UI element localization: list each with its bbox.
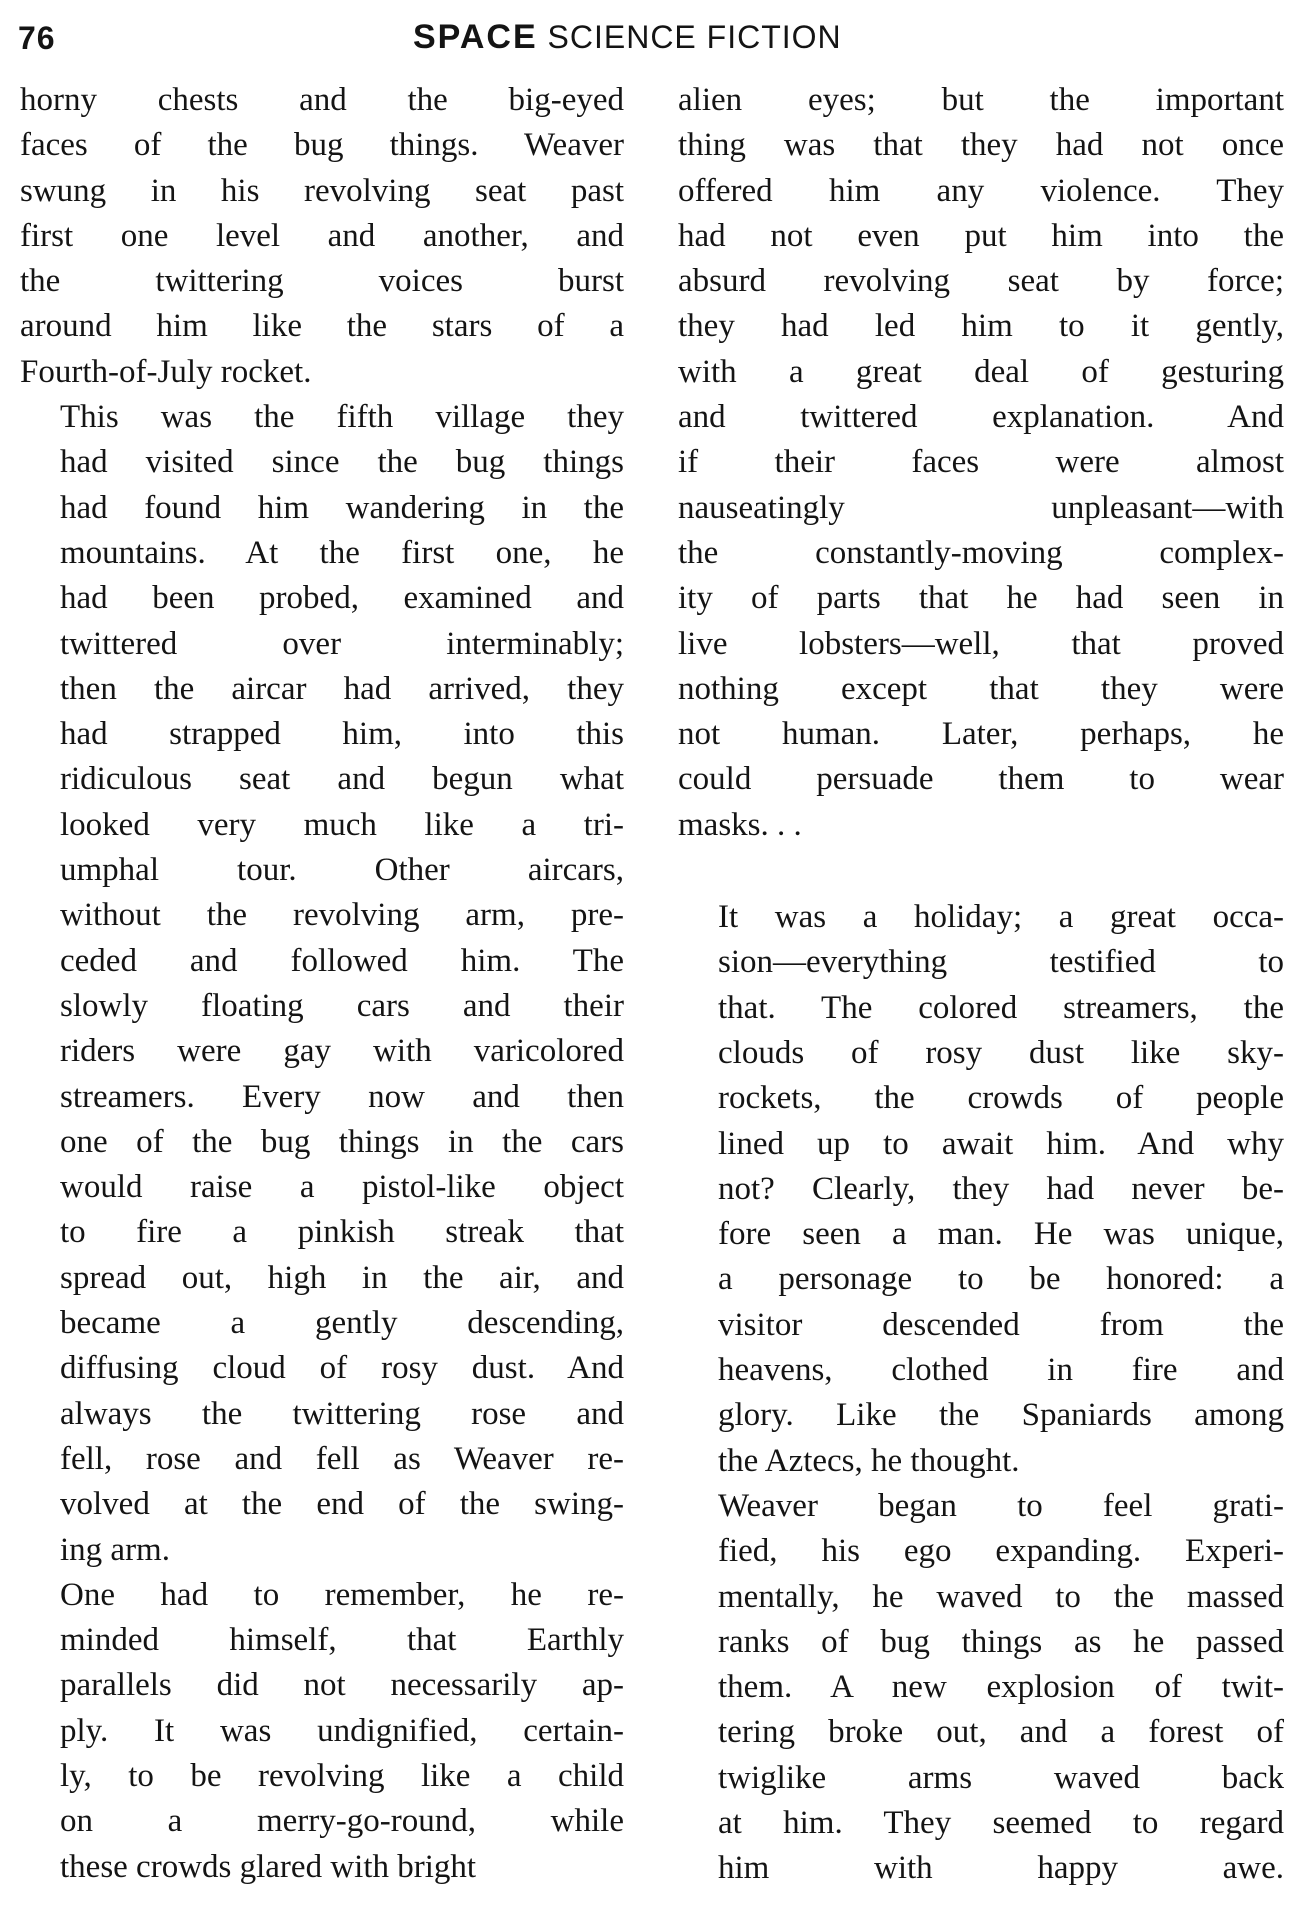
text-line: him with happy awe. bbox=[718, 1850, 1284, 1887]
text-line: One had to remember, he re- bbox=[60, 1576, 624, 1613]
text-line: alien eyes; but the important bbox=[678, 82, 1284, 118]
left-paragraph-2 bbox=[20, 395, 624, 1573]
running-title-strong: SPACE bbox=[413, 18, 538, 56]
text-line: always the twittering rose and bbox=[60, 1395, 624, 1432]
text-line: diffusing cloud of rosy dust. And bbox=[60, 1350, 624, 1387]
text-line: minded himself, that Earthly bbox=[60, 1622, 624, 1659]
text-line: with a great deal of gesturing bbox=[678, 353, 1284, 390]
text-line: mentally, he waved to the massed bbox=[718, 1578, 1284, 1615]
text-line: on a merry-go-round, while bbox=[60, 1803, 624, 1840]
text-line: not human. Later, perhaps, he bbox=[678, 716, 1284, 753]
left-paragraph-1 bbox=[20, 78, 624, 395]
text-line: nothing except that they were bbox=[678, 670, 1284, 707]
text-line: parallels did not necessarily ap- bbox=[60, 1667, 624, 1704]
text-line: fore seen a man. He was unique, bbox=[718, 1216, 1284, 1253]
text-line: ranks of bug things as he passed bbox=[718, 1623, 1284, 1660]
text-line: had found him wandering in the bbox=[60, 489, 624, 526]
text-line: rockets, the crowds of people bbox=[718, 1080, 1284, 1117]
text-line: horny chests and the big-eyed bbox=[20, 82, 624, 118]
text-line: to fire a pinkish streak that bbox=[60, 1214, 624, 1251]
text-line: volved at the end of the swing- bbox=[60, 1486, 624, 1523]
running-title-rest: SCIENCE FICTION bbox=[547, 19, 842, 55]
text-line: if their faces were almost bbox=[678, 444, 1284, 481]
text-line: This was the fifth village they bbox=[60, 399, 624, 436]
text-line: at him. They seemed to regard bbox=[718, 1804, 1284, 1841]
text-line: It was a holiday; a great occa- bbox=[718, 899, 1284, 936]
text-line: these crowds glared with bright bbox=[60, 1848, 477, 1885]
text-line: slowly floating cars and their bbox=[60, 987, 624, 1024]
text-line: the twittering voices burst bbox=[20, 263, 624, 300]
text-line: twiglike arms waved back bbox=[718, 1759, 1284, 1796]
text-line: had been probed, examined and bbox=[60, 580, 624, 617]
running-title bbox=[413, 18, 842, 57]
text-line: swung in his revolving seat past bbox=[20, 172, 624, 209]
text-line: that. The colored streamers, the bbox=[718, 989, 1284, 1026]
left-paragraph-3 bbox=[20, 1573, 624, 1890]
text-line: thing was that they had not once bbox=[678, 127, 1284, 164]
text-line: then the aircar had arrived, they bbox=[60, 670, 624, 707]
text-line: sion—everything testified to bbox=[718, 944, 1284, 981]
text-line: ity of parts that he had seen in bbox=[678, 580, 1284, 617]
text-line: had visited since the bug things bbox=[60, 444, 624, 481]
text-line: would raise a pistol-like object bbox=[60, 1169, 624, 1206]
text-line: ing arm. bbox=[60, 1531, 170, 1568]
text-line: glory. Like the Spaniards among bbox=[718, 1397, 1284, 1434]
right-paragraph-1 bbox=[678, 78, 1284, 848]
page-number: 76 bbox=[18, 20, 56, 56]
text-line: not? Clearly, they had never be- bbox=[718, 1170, 1284, 1207]
text-line: fell, rose and fell as Weaver re- bbox=[60, 1440, 624, 1477]
text-line: masks. . . bbox=[678, 806, 802, 843]
text-line: Fourth-of-July rocket. bbox=[20, 353, 312, 390]
left-column bbox=[20, 78, 624, 1890]
text-line: Weaver began to feel grati- bbox=[718, 1487, 1284, 1524]
text-line: without the revolving arm, pre- bbox=[60, 897, 624, 934]
section-gap bbox=[678, 848, 1284, 895]
text-line: fied, his ego expanding. Experi- bbox=[718, 1533, 1284, 1570]
text-line: heavens, clothed in fire and bbox=[718, 1352, 1284, 1389]
text-line: ceded and followed him. The bbox=[60, 942, 624, 979]
text-line: live lobsters—well, that proved bbox=[678, 625, 1284, 662]
text-line: a personage to be honored: a bbox=[718, 1261, 1284, 1298]
text-line: had strapped him, into this bbox=[60, 716, 624, 753]
text-line: riders were gay with varicolored bbox=[60, 1033, 624, 1070]
text-line: the Aztecs, he thought. bbox=[718, 1442, 1020, 1479]
text-line: twittered over interminably; bbox=[60, 625, 624, 662]
text-line: first one level and another, and bbox=[20, 217, 624, 254]
text-line: ly, to be revolving like a child bbox=[60, 1757, 624, 1794]
text-line: streamers. Every now and then bbox=[60, 1078, 624, 1115]
text-line: umphal tour. Other aircars, bbox=[60, 852, 624, 889]
text-line: looked very much like a tri- bbox=[60, 806, 624, 843]
right-paragraph-3 bbox=[678, 1484, 1284, 1892]
right-column bbox=[678, 78, 1284, 1892]
text-line: they had led him to it gently, bbox=[678, 308, 1284, 345]
right-paragraph-2 bbox=[678, 895, 1284, 1484]
text-line: faces of the bug things. Weaver bbox=[20, 127, 624, 164]
text-line: became a gently descending, bbox=[60, 1305, 624, 1342]
text-line: lined up to await him. And why bbox=[718, 1125, 1284, 1162]
text-line: could persuade them to wear bbox=[678, 761, 1284, 798]
text-line: clouds of rosy dust like sky- bbox=[718, 1034, 1284, 1071]
text-line: and twittered explanation. And bbox=[678, 399, 1284, 436]
text-line: ridiculous seat and begun what bbox=[60, 761, 624, 798]
text-line: absurd revolving seat by force; bbox=[678, 263, 1284, 300]
page-header bbox=[18, 14, 1288, 64]
text-line: them. A new explosion of twit- bbox=[718, 1669, 1284, 1706]
text-line: offered him any violence. They bbox=[678, 172, 1284, 209]
text-line: the constantly-moving complex- bbox=[678, 534, 1284, 571]
text-line: one of the bug things in the cars bbox=[60, 1123, 624, 1160]
text-line: around him like the stars of a bbox=[20, 308, 624, 345]
text-line: ply. It was undignified, certain- bbox=[60, 1712, 624, 1749]
text-line: mountains. At the first one, he bbox=[60, 534, 624, 571]
text-line: visitor descended from the bbox=[718, 1306, 1284, 1343]
text-line: tering broke out, and a forest of bbox=[718, 1714, 1284, 1751]
text-line: had not even put him into the bbox=[678, 217, 1284, 254]
text-line: spread out, high in the air, and bbox=[60, 1259, 624, 1296]
text-line: nauseatingly unpleasant—with bbox=[678, 489, 1284, 526]
